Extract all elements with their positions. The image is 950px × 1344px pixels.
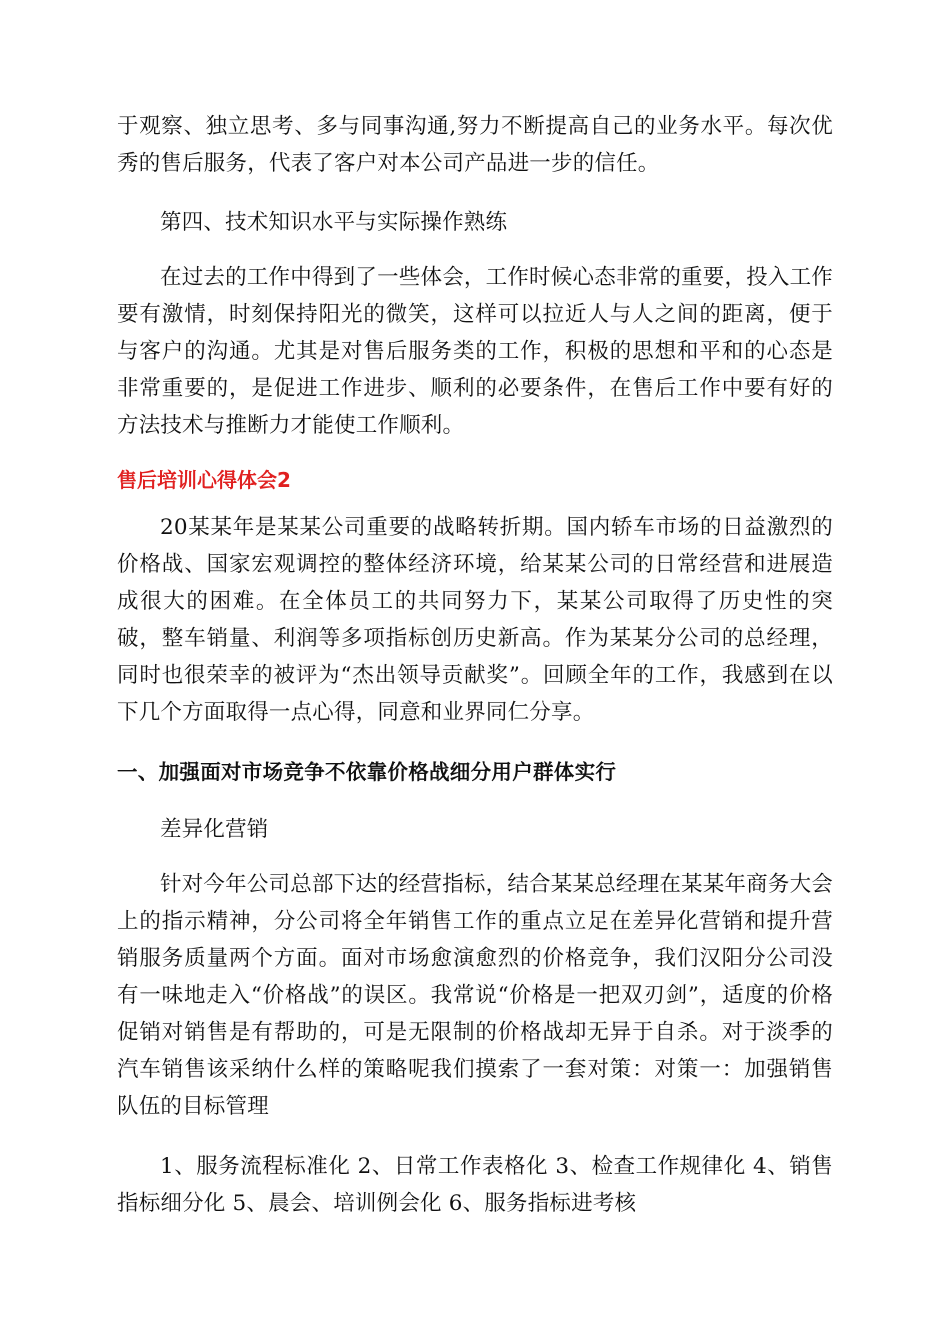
paragraph-continuation: 于观察、独立思考、多与同事沟通,努力不断提高自己的业务水平。每次优秀的售后服务，代表了客户对本公司产品进一步的信任。 xyxy=(117,114,833,176)
paragraph-subheading: 差异化营销 xyxy=(160,817,269,842)
section-heading-2: 售后培训心得体会2 xyxy=(117,468,291,492)
paragraph-section-four: 第四、技术知识水平与实际操作熟练 xyxy=(160,210,508,235)
paragraph-list: 1、服务流程标准化 2、日常工作表格化 3、检查工作规律化 4、销售指标细分化 5、晨会、培训例会化 6、服务指标进考核 xyxy=(117,1154,833,1216)
paragraph-strategy: 针对今年公司总部下达的经营指标，结合某某总经理在某某年商务大会上的指示精神，分公司将全年销售工作的重点立足在差异化营销和提升营销服务质量两个方面。面对市场愈演愈烈的价格竞争，我们汉阳分公司没有一味地走入“价格战”的误区。我常说“价格是一把双刃剑”，适度的价格促销对销售是有帮助的，可是无限制的价格战却无异于自杀。对于淡季的汽车销售该采纳什么样的策略呢我们摸索了一套对策：对策一：加强销售队伍的目标管理 xyxy=(117,872,833,1119)
section-heading-1: 一、加强面对市场竞争不依靠价格战细分用户群体实行 xyxy=(117,760,617,784)
paragraph-experience: 在过去的工作中得到了一些体会，工作时候心态非常的重要，投入工作要有激情，时刻保持阳光的微笑，这样可以拉近人与人之间的距离，便于与客户的沟通。尤其是对售后服务类的工作，积极的思想和平和的心态是非常重要的，是促进工作进步、顺利的必要条件，在售后工作中要有好的方法技术与推断力才能使工作顺利。 xyxy=(117,265,833,438)
paragraph-intro: 20某某年是某某公司重要的战略转折期。国内轿车市场的日益激烈的价格战、国家宏观调控的整体经济环境，给某某公司的日常经营和进展造成很大的困难。在全体员工的共同努力下，某某公司取得了历史性的突破，整车销量、利润等多项指标创历史新高。作为某某分公司的总经理，同时也很荣幸的被评为“杰出领导贡献奖”。回顾全年的工作，我感到在以下几个方面取得一点心得，同意和业界同仁分享。 xyxy=(117,515,833,725)
